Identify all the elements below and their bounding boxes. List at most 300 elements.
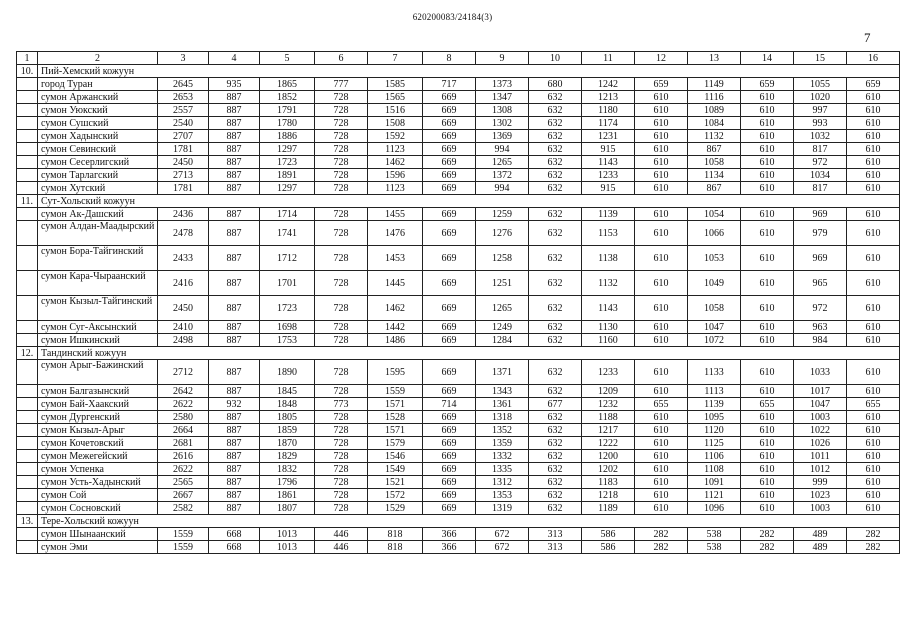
value-cell: 668 — [209, 541, 260, 554]
value-cell: 1125 — [688, 437, 741, 450]
value-cell: 728 — [315, 424, 368, 437]
table-row — [17, 541, 900, 554]
value-cell: 728 — [315, 156, 368, 169]
value-cell: 1572 — [368, 489, 423, 502]
municipality-name: сумон Сесерлигский — [38, 156, 158, 169]
value-cell: 1462 — [368, 156, 423, 169]
value-cell: 610 — [741, 385, 794, 398]
value-cell: 610 — [635, 334, 688, 347]
row-number-cell — [17, 156, 38, 169]
value-cell: 2707 — [158, 130, 209, 143]
value-cell: 313 — [529, 541, 582, 554]
value-cell: 1200 — [582, 450, 635, 463]
value-cell: 632 — [529, 476, 582, 489]
value-cell: 669 — [423, 182, 476, 195]
value-cell: 610 — [635, 208, 688, 221]
value-cell: 1723 — [260, 296, 315, 321]
value-cell: 610 — [741, 117, 794, 130]
value-cell: 610 — [741, 130, 794, 143]
value-cell: 972 — [794, 156, 847, 169]
value-cell: 728 — [315, 334, 368, 347]
column-header: 16 — [847, 52, 900, 65]
value-cell: 1055 — [794, 78, 847, 91]
table-row — [17, 271, 900, 296]
value-cell: 1108 — [688, 463, 741, 476]
value-cell: 1861 — [260, 489, 315, 502]
value-cell: 1013 — [260, 528, 315, 541]
value-cell: 1023 — [794, 489, 847, 502]
value-cell: 1595 — [368, 360, 423, 385]
value-cell: 655 — [741, 398, 794, 411]
table-row — [17, 360, 900, 385]
value-cell: 669 — [423, 156, 476, 169]
column-header: 14 — [741, 52, 794, 65]
value-cell: 610 — [741, 296, 794, 321]
value-cell: 610 — [847, 221, 900, 246]
column-header: 8 — [423, 52, 476, 65]
value-cell: 1123 — [368, 143, 423, 156]
value-cell: 728 — [315, 221, 368, 246]
value-cell: 610 — [741, 104, 794, 117]
municipality-name: сумон Суг-Аксынский — [38, 321, 158, 334]
value-cell: 1047 — [794, 398, 847, 411]
table-row — [17, 143, 900, 156]
value-cell: 669 — [423, 221, 476, 246]
value-cell: 669 — [423, 385, 476, 398]
value-cell: 1232 — [582, 398, 635, 411]
value-cell: 1106 — [688, 450, 741, 463]
value-cell: 1829 — [260, 450, 315, 463]
column-header: 12 — [635, 52, 688, 65]
value-cell: 669 — [423, 476, 476, 489]
value-cell: 610 — [847, 143, 900, 156]
value-cell: 887 — [209, 130, 260, 143]
row-number-cell — [17, 91, 38, 104]
value-cell: 773 — [315, 398, 368, 411]
value-cell: 1297 — [260, 143, 315, 156]
value-cell: 1233 — [582, 360, 635, 385]
value-cell: 1003 — [794, 411, 847, 424]
value-cell: 632 — [529, 130, 582, 143]
value-cell: 994 — [476, 143, 529, 156]
value-cell: 1054 — [688, 208, 741, 221]
value-cell: 489 — [794, 541, 847, 554]
value-cell: 610 — [741, 360, 794, 385]
value-cell: 610 — [847, 411, 900, 424]
value-cell: 887 — [209, 91, 260, 104]
value-cell: 887 — [209, 169, 260, 182]
value-cell: 1571 — [368, 424, 423, 437]
column-header: 7 — [368, 52, 423, 65]
value-cell: 1343 — [476, 385, 529, 398]
value-cell: 1796 — [260, 476, 315, 489]
table-row — [17, 502, 900, 515]
municipality-name: сумон Хутский — [38, 182, 158, 195]
value-cell: 1373 — [476, 78, 529, 91]
value-cell: 669 — [423, 321, 476, 334]
value-cell: 728 — [315, 117, 368, 130]
value-cell: 610 — [847, 169, 900, 182]
value-cell: 887 — [209, 156, 260, 169]
value-cell: 610 — [635, 91, 688, 104]
value-cell: 1249 — [476, 321, 529, 334]
municipality-name: сумон Севинский — [38, 143, 158, 156]
value-cell: 1335 — [476, 463, 529, 476]
value-cell: 887 — [209, 296, 260, 321]
value-cell: 999 — [794, 476, 847, 489]
value-cell: 1807 — [260, 502, 315, 515]
value-cell: 672 — [476, 528, 529, 541]
row-number-cell — [17, 502, 38, 515]
value-cell: 632 — [529, 143, 582, 156]
value-cell: 728 — [315, 437, 368, 450]
value-cell: 728 — [315, 360, 368, 385]
value-cell: 610 — [635, 321, 688, 334]
value-cell: 1066 — [688, 221, 741, 246]
value-cell: 1308 — [476, 104, 529, 117]
table-row — [17, 117, 900, 130]
municipality-name: сумон Хадынский — [38, 130, 158, 143]
value-cell: 1034 — [794, 169, 847, 182]
table-row — [17, 489, 900, 502]
value-cell: 610 — [635, 156, 688, 169]
column-header: 11 — [582, 52, 635, 65]
column-number-row — [17, 52, 900, 65]
table-row — [17, 334, 900, 347]
value-cell: 935 — [209, 78, 260, 91]
value-cell: 668 — [209, 528, 260, 541]
value-cell: 669 — [423, 334, 476, 347]
value-cell: 728 — [315, 411, 368, 424]
value-cell: 1486 — [368, 334, 423, 347]
value-cell: 887 — [209, 502, 260, 515]
value-cell: 669 — [423, 143, 476, 156]
municipality-name: сумон Эми — [38, 541, 158, 554]
value-cell: 610 — [741, 489, 794, 502]
value-cell: 632 — [529, 182, 582, 195]
value-cell: 1209 — [582, 385, 635, 398]
value-cell: 610 — [847, 463, 900, 476]
value-cell: 2433 — [158, 246, 209, 271]
table-row — [17, 450, 900, 463]
value-cell: 887 — [209, 424, 260, 437]
value-cell: 610 — [635, 360, 688, 385]
row-number-cell — [17, 208, 38, 221]
value-cell: 677 — [529, 398, 582, 411]
value-cell: 1218 — [582, 489, 635, 502]
value-cell: 1121 — [688, 489, 741, 502]
column-header: 10 — [529, 52, 582, 65]
municipality-name: сумон Бора-Тайгинский — [38, 246, 158, 271]
municipality-name: сумон Успенка — [38, 463, 158, 476]
value-cell: 728 — [315, 182, 368, 195]
table-row — [17, 437, 900, 450]
value-cell: 1579 — [368, 437, 423, 450]
table-row — [17, 528, 900, 541]
table-row — [17, 182, 900, 195]
value-cell: 586 — [582, 528, 635, 541]
value-cell: 632 — [529, 424, 582, 437]
municipality-name: сумон Аржанский — [38, 91, 158, 104]
value-cell: 632 — [529, 411, 582, 424]
value-cell: 1352 — [476, 424, 529, 437]
value-cell: 632 — [529, 334, 582, 347]
value-cell: 1174 — [582, 117, 635, 130]
value-cell: 984 — [794, 334, 847, 347]
row-number-cell — [17, 296, 38, 321]
value-cell: 1549 — [368, 463, 423, 476]
value-cell: 1053 — [688, 246, 741, 271]
value-cell: 915 — [582, 143, 635, 156]
value-cell: 669 — [423, 104, 476, 117]
value-cell: 1453 — [368, 246, 423, 271]
row-number-cell — [17, 104, 38, 117]
value-cell: 969 — [794, 208, 847, 221]
table-row — [17, 411, 900, 424]
value-cell: 1596 — [368, 169, 423, 182]
value-cell: 1276 — [476, 221, 529, 246]
value-cell: 282 — [741, 528, 794, 541]
table-row — [17, 78, 900, 91]
municipality-name: сумон Кызыл-Арыг — [38, 424, 158, 437]
value-cell: 2450 — [158, 296, 209, 321]
row-number-cell — [17, 541, 38, 554]
value-cell: 979 — [794, 221, 847, 246]
value-cell: 1132 — [688, 130, 741, 143]
value-cell: 1319 — [476, 502, 529, 515]
value-cell: 1202 — [582, 463, 635, 476]
value-cell: 632 — [529, 385, 582, 398]
value-cell: 2645 — [158, 78, 209, 91]
value-cell: 632 — [529, 463, 582, 476]
value-cell: 1741 — [260, 221, 315, 246]
value-cell: 610 — [847, 385, 900, 398]
value-cell: 887 — [209, 360, 260, 385]
value-cell: 655 — [847, 398, 900, 411]
row-number-cell — [17, 182, 38, 195]
value-cell: 282 — [741, 541, 794, 554]
value-cell: 632 — [529, 221, 582, 246]
value-cell: 2416 — [158, 271, 209, 296]
value-cell: 610 — [847, 246, 900, 271]
municipality-name: сумон Кара-Чыраанский — [38, 271, 158, 296]
value-cell: 728 — [315, 246, 368, 271]
value-cell: 282 — [847, 541, 900, 554]
table-row — [17, 104, 900, 117]
value-cell: 818 — [368, 528, 423, 541]
value-cell: 1886 — [260, 130, 315, 143]
row-number-cell — [17, 411, 38, 424]
value-cell: 717 — [423, 78, 476, 91]
value-cell: 1347 — [476, 91, 529, 104]
municipality-name: сумон Сосновский — [38, 502, 158, 515]
value-cell: 610 — [847, 321, 900, 334]
value-cell: 610 — [741, 143, 794, 156]
value-cell: 610 — [847, 360, 900, 385]
value-cell: 887 — [209, 385, 260, 398]
value-cell: 887 — [209, 437, 260, 450]
table-row — [17, 385, 900, 398]
value-cell: 680 — [529, 78, 582, 91]
value-cell: 728 — [315, 450, 368, 463]
value-cell: 2450 — [158, 156, 209, 169]
value-cell: 669 — [423, 502, 476, 515]
value-cell: 1546 — [368, 450, 423, 463]
value-cell: 1183 — [582, 476, 635, 489]
table-row — [17, 321, 900, 334]
value-cell: 1780 — [260, 117, 315, 130]
value-cell: 610 — [741, 208, 794, 221]
value-cell: 669 — [423, 246, 476, 271]
value-cell: 993 — [794, 117, 847, 130]
value-cell: 1033 — [794, 360, 847, 385]
value-cell: 1134 — [688, 169, 741, 182]
value-cell: 1442 — [368, 321, 423, 334]
value-cell: 282 — [635, 541, 688, 554]
row-number-cell — [17, 169, 38, 182]
row-number-cell — [17, 385, 38, 398]
value-cell: 728 — [315, 385, 368, 398]
value-cell: 1529 — [368, 502, 423, 515]
municipality-name: сумон Тарлагский — [38, 169, 158, 182]
value-cell: 610 — [847, 271, 900, 296]
value-cell: 1213 — [582, 91, 635, 104]
value-cell: 610 — [741, 182, 794, 195]
value-cell: 1565 — [368, 91, 423, 104]
table-row — [17, 296, 900, 321]
row-number-cell — [17, 130, 38, 143]
column-header: 1 — [17, 52, 38, 65]
municipality-name: сумон Межегейский — [38, 450, 158, 463]
value-cell: 610 — [741, 156, 794, 169]
row-number-cell — [17, 450, 38, 463]
section-number: 10. — [17, 65, 38, 78]
value-cell: 965 — [794, 271, 847, 296]
value-cell: 610 — [741, 424, 794, 437]
section-header-row — [17, 65, 900, 78]
value-cell: 1096 — [688, 502, 741, 515]
value-cell: 669 — [423, 463, 476, 476]
value-cell: 632 — [529, 169, 582, 182]
value-cell: 1032 — [794, 130, 847, 143]
value-cell: 2642 — [158, 385, 209, 398]
value-cell: 610 — [635, 502, 688, 515]
value-cell: 1265 — [476, 296, 529, 321]
value-cell: 887 — [209, 476, 260, 489]
value-cell: 538 — [688, 541, 741, 554]
value-cell: 610 — [847, 156, 900, 169]
value-cell: 610 — [635, 450, 688, 463]
section-title: Тере-Хольский кожуун — [38, 515, 900, 528]
value-cell: 1701 — [260, 271, 315, 296]
column-header: 2 — [38, 52, 158, 65]
value-cell: 728 — [315, 502, 368, 515]
value-cell: 1072 — [688, 334, 741, 347]
value-cell: 818 — [368, 541, 423, 554]
value-cell: 2712 — [158, 360, 209, 385]
value-cell: 669 — [423, 424, 476, 437]
value-cell: 1132 — [582, 271, 635, 296]
value-cell: 887 — [209, 334, 260, 347]
value-cell: 2667 — [158, 489, 209, 502]
value-cell: 1791 — [260, 104, 315, 117]
value-cell: 610 — [847, 424, 900, 437]
value-cell: 2410 — [158, 321, 209, 334]
row-number-cell — [17, 476, 38, 489]
value-cell: 1521 — [368, 476, 423, 489]
value-cell: 2565 — [158, 476, 209, 489]
value-cell: 1312 — [476, 476, 529, 489]
value-cell: 1091 — [688, 476, 741, 489]
value-cell: 586 — [582, 541, 635, 554]
value-cell: 1047 — [688, 321, 741, 334]
value-cell: 632 — [529, 246, 582, 271]
municipality-name: сумон Сушский — [38, 117, 158, 130]
value-cell: 2582 — [158, 502, 209, 515]
value-cell: 1753 — [260, 334, 315, 347]
value-cell: 610 — [635, 117, 688, 130]
value-cell: 610 — [741, 450, 794, 463]
value-cell: 610 — [741, 463, 794, 476]
row-number-cell — [17, 360, 38, 385]
municipality-name: сумон Ак-Дашский — [38, 208, 158, 221]
value-cell: 610 — [741, 271, 794, 296]
value-cell: 1012 — [794, 463, 847, 476]
value-cell: 915 — [582, 182, 635, 195]
value-cell: 2653 — [158, 91, 209, 104]
column-header: 3 — [158, 52, 209, 65]
section-number: 12. — [17, 347, 38, 360]
value-cell: 887 — [209, 463, 260, 476]
value-cell: 610 — [741, 91, 794, 104]
value-cell: 669 — [423, 411, 476, 424]
value-cell: 1180 — [582, 104, 635, 117]
value-cell: 1130 — [582, 321, 635, 334]
value-cell: 963 — [794, 321, 847, 334]
value-cell: 1120 — [688, 424, 741, 437]
value-cell: 632 — [529, 104, 582, 117]
value-cell: 1805 — [260, 411, 315, 424]
value-cell: 1095 — [688, 411, 741, 424]
value-cell: 2681 — [158, 437, 209, 450]
value-cell: 610 — [847, 182, 900, 195]
value-cell: 887 — [209, 411, 260, 424]
municipality-name: сумон Сой — [38, 489, 158, 502]
row-number-cell — [17, 463, 38, 476]
section-title: Сут-Хольский кожуун — [38, 195, 900, 208]
value-cell: 1361 — [476, 398, 529, 411]
value-cell: 1143 — [582, 296, 635, 321]
value-cell: 728 — [315, 463, 368, 476]
value-cell: 610 — [741, 334, 794, 347]
value-cell: 610 — [741, 246, 794, 271]
value-cell: 1371 — [476, 360, 529, 385]
value-cell: 728 — [315, 208, 368, 221]
municipality-name: сумон Шынаанский — [38, 528, 158, 541]
document-id: 620200083/24184(3) — [412, 12, 493, 22]
value-cell: 887 — [209, 143, 260, 156]
municipality-name: сумон Ишкинский — [38, 334, 158, 347]
value-cell: 632 — [529, 502, 582, 515]
value-cell: 610 — [635, 489, 688, 502]
value-cell: 1332 — [476, 450, 529, 463]
value-cell: 610 — [741, 476, 794, 489]
value-cell: 610 — [847, 91, 900, 104]
value-cell: 1445 — [368, 271, 423, 296]
value-cell: 1353 — [476, 489, 529, 502]
value-cell: 1123 — [368, 182, 423, 195]
section-title: Пий-Хемский кожуун — [38, 65, 900, 78]
